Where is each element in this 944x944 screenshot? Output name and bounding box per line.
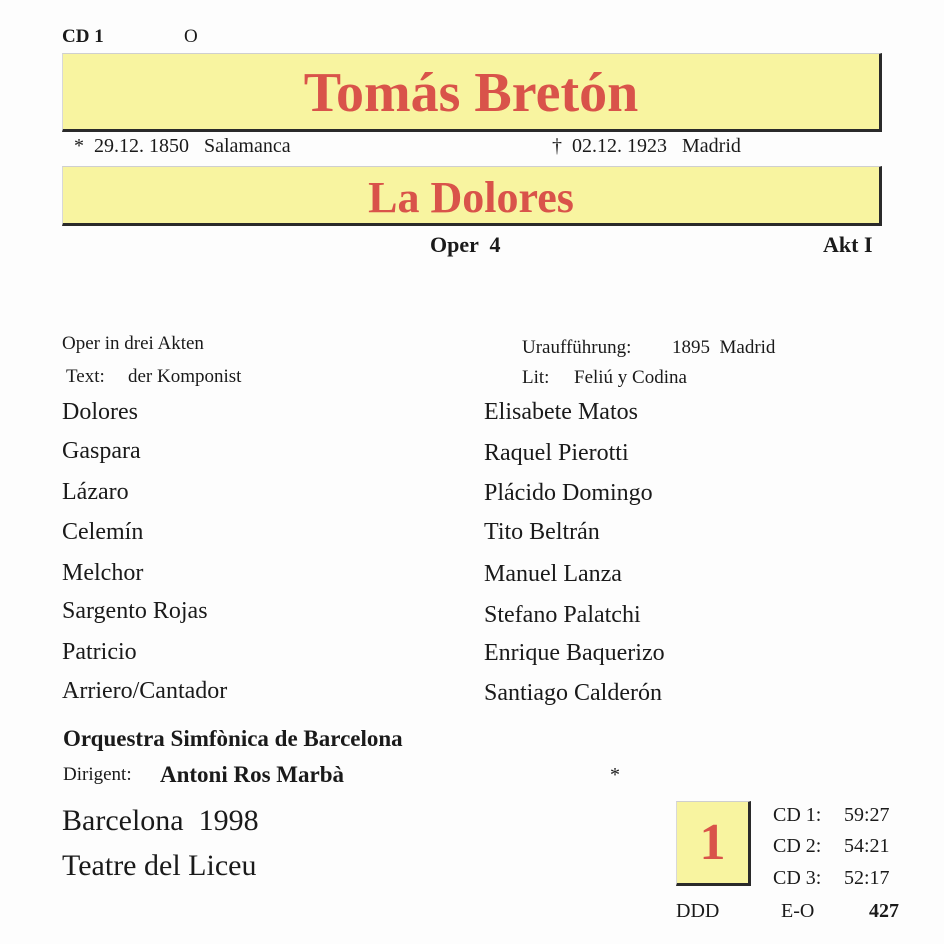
- composer-title-bar: [62, 53, 882, 132]
- catalog-number: 427: [869, 900, 899, 922]
- cast-singer: Tito Beltrán: [484, 519, 600, 545]
- cast-singer: Enrique Baquerizo: [484, 640, 665, 666]
- birth-info: * 29.12. 1850 Salamanca: [74, 135, 291, 157]
- cast-singer: Plácido Domingo: [484, 480, 653, 506]
- cd-label: CD 1: [62, 26, 104, 47]
- composer-name: Tomás Bretón: [303, 62, 639, 124]
- recording-type: DDD: [676, 900, 720, 922]
- conductor-label: Dirigent:: [63, 764, 132, 785]
- lit-value: Feliú y Codina: [574, 367, 687, 388]
- cast-singer: Raquel Pierotti: [484, 440, 629, 466]
- opera-description: Oper in drei Akten: [62, 333, 204, 354]
- opera-title-bar: [62, 166, 882, 226]
- opera-number: Oper 4: [430, 232, 501, 257]
- time-value: 52:17: [844, 867, 890, 889]
- cast-role: Arriero/Cantador: [62, 678, 228, 704]
- cast-role: Celemín: [62, 519, 144, 545]
- cast-singer: Elisabete Matos: [484, 399, 638, 425]
- time-value: 59:27: [844, 804, 890, 826]
- lit-label: Lit:: [522, 367, 550, 388]
- venue: Teatre del Liceu: [62, 849, 257, 882]
- time-value: 54:21: [844, 835, 890, 857]
- time-label: CD 1:: [773, 804, 822, 826]
- conductor-name: Antoni Ros Marbà: [160, 762, 345, 787]
- cast-role: Sargento Rojas: [62, 598, 208, 624]
- star-mark: *: [610, 764, 620, 786]
- orchestra-name: Orquestra Simfònica de Barcelona: [63, 726, 403, 751]
- text-value: der Komponist: [128, 366, 242, 387]
- cast-singer: Stefano Palatchi: [484, 602, 641, 628]
- act-label: Akt I: [823, 232, 873, 257]
- cd-mark: O: [184, 26, 198, 47]
- text-label: Text:: [66, 366, 105, 387]
- cast-role: Patricio: [62, 639, 137, 665]
- place-year: Barcelona 1998: [62, 804, 259, 837]
- cast-role: Dolores: [62, 399, 138, 425]
- disc-number-badge: [676, 801, 751, 886]
- time-label: CD 2:: [773, 835, 822, 857]
- death-info: † 02.12. 1923 Madrid: [552, 135, 741, 157]
- cast-singer: Santiago Calderón: [484, 680, 662, 706]
- opera-title: La Dolores: [368, 173, 574, 222]
- cast-singer: Manuel Lanza: [484, 561, 622, 587]
- label-code: E-O: [781, 900, 815, 922]
- premiere-value: 1895 Madrid: [672, 337, 776, 358]
- disc-number: 1: [699, 814, 726, 871]
- time-label: CD 3:: [773, 867, 822, 889]
- cast-role: Lázaro: [62, 479, 129, 505]
- cast-role: Gaspara: [62, 438, 141, 464]
- premiere-label: Uraufführung:: [522, 337, 632, 358]
- cast-role: Melchor: [62, 560, 144, 586]
